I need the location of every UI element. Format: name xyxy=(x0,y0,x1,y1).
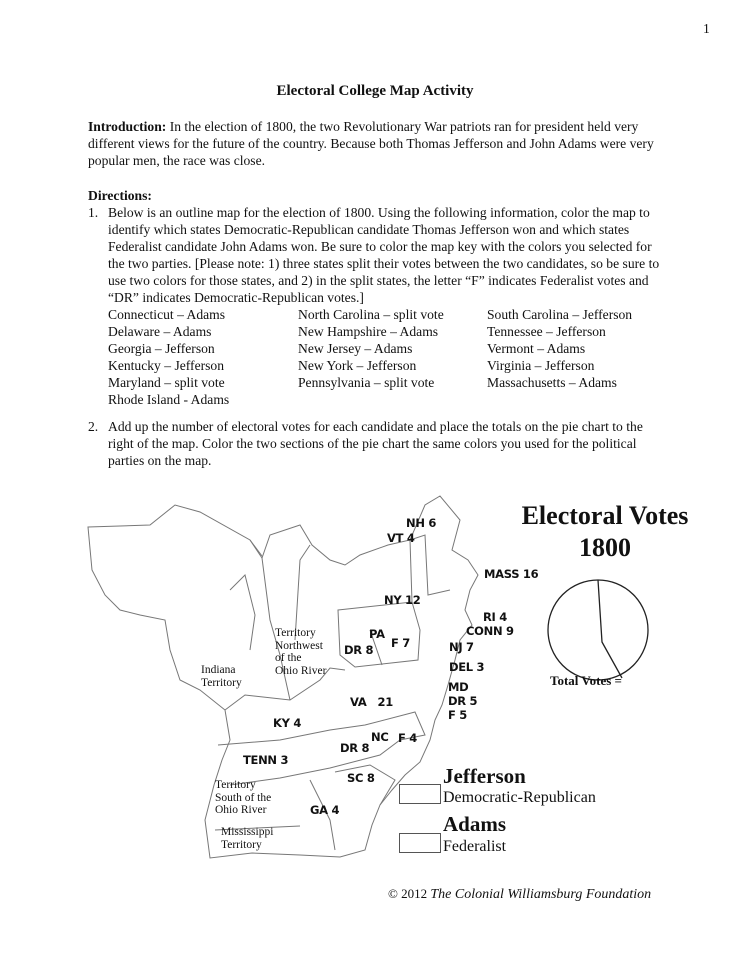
pie-title-line1: Electoral Votes xyxy=(521,501,689,530)
territory-south xyxy=(215,779,271,817)
state-result: Massachusetts – Adams xyxy=(487,375,617,390)
label-va: VA 21 xyxy=(350,695,393,709)
territory-northwest xyxy=(275,627,326,677)
state-result: Virginia – Jefferson xyxy=(487,358,595,373)
territory-mississippi xyxy=(221,826,273,851)
label-md-f: F 5 xyxy=(448,708,467,722)
state-result: New Hampshire – Adams xyxy=(298,324,439,339)
page-number: 1 xyxy=(703,21,710,36)
state-result: New York – Jefferson xyxy=(298,358,417,373)
label-tenn: TENN 3 xyxy=(243,753,289,767)
territory-label-line: Territory xyxy=(221,838,262,851)
territory-label-line: Indiana xyxy=(201,664,236,676)
territory-label-line: Territory xyxy=(201,676,242,689)
label-pa-dr: DR 8 xyxy=(344,643,374,657)
legend-swatch-jefferson[interactable] xyxy=(399,784,441,804)
step2-text: Add up the number of electoral votes for each candidate and place the totals on the pie chart to the right of the map. Color the two sections of the pie chart the same colors you used for the political parties on the map. xyxy=(108,419,643,468)
territory-label-line: South of the xyxy=(215,791,272,804)
directions-label: Directions: xyxy=(88,188,152,203)
state-result: New Jersey – Adams xyxy=(298,341,413,356)
state-result: Maryland – split vote xyxy=(108,375,225,390)
label-pa: PA xyxy=(369,627,385,641)
pie-divider xyxy=(598,580,622,678)
territory-label-line: of the xyxy=(275,652,302,664)
label-md-dr: DR 5 xyxy=(448,694,478,708)
territory-label-line: Territory xyxy=(275,627,316,639)
label-md: MD xyxy=(448,680,469,694)
state-result: Georgia – Jefferson xyxy=(108,341,215,356)
step1-text: Below is an outline map for the election of 1800. Using the following information, color the map to identify which states Democratic-Republican candidate Thomas Jefferson won and which states Federalist candidate John Adams won. Be sure to color the map key with the colors you selected for the two parties. [Please note: 1) three states split their votes between the two candidates, so be sure to use two colors for those states, and 2) in the split states, the letter “F” indicates Federalist votes and “DR” indicates Democratic-Republican votes.] xyxy=(108,205,660,305)
territory-label-line: Ohio River xyxy=(215,804,267,816)
pie-title-line2: 1800 xyxy=(579,533,631,562)
state-result: Rhode Island - Adams xyxy=(108,392,230,407)
legend-party-jefferson: Democratic-Republican xyxy=(443,789,596,806)
intro-text: In the election of 1800, the two Revolutionary War patriots ran for president held very different views for the future of the country. Because both Thomas Jefferson and John Adams were very popular men, the race was close. xyxy=(88,119,654,168)
step2-number: 2. xyxy=(88,419,99,434)
state-result: Connecticut – Adams xyxy=(108,307,226,322)
label-del: DEL 3 xyxy=(449,660,485,674)
pie-title xyxy=(500,500,710,564)
label-ky: KY 4 xyxy=(273,716,302,730)
territory-label-line: Territory xyxy=(215,779,256,791)
territory-label-line: Northwest xyxy=(275,639,323,652)
label-sc: SC 8 xyxy=(347,771,375,785)
label-mass: MASS 16 xyxy=(484,567,539,581)
legend-party-adams: Federalist xyxy=(443,838,507,855)
territory-label-line: Ohio River xyxy=(275,664,327,677)
label-nc: NC xyxy=(371,730,389,744)
state-result: North Carolina – split vote xyxy=(298,307,444,322)
label-vt: VT 4 xyxy=(387,531,415,545)
label-nc-dr: DR 8 xyxy=(340,741,370,755)
state-result: Vermont – Adams xyxy=(487,341,586,356)
state-result: Tennessee – Jefferson xyxy=(487,324,606,339)
territory-label-line: Mississippi xyxy=(221,826,274,838)
step1-number: 1. xyxy=(88,205,99,220)
label-ri: RI 4 xyxy=(483,610,507,624)
legend-name-jefferson: Jefferson xyxy=(443,764,526,788)
label-conn: CONN 9 xyxy=(466,624,514,638)
legend-swatch-adams[interactable] xyxy=(399,833,441,853)
page-title: Electoral College Map Activity xyxy=(276,83,474,99)
copyright xyxy=(388,886,651,903)
label-nh: NH 6 xyxy=(406,516,437,530)
label-ga: GA 4 xyxy=(310,803,340,817)
territory-indiana xyxy=(201,664,242,689)
state-result: Delaware – Adams xyxy=(108,324,212,339)
state-result: South Carolina – Jefferson xyxy=(487,307,633,322)
copyright-org: The Colonial Williamsburg Foundation xyxy=(430,887,652,902)
copyright-year: © 2012 xyxy=(388,886,428,901)
pie-circle xyxy=(548,580,648,680)
legend-name-adams: Adams xyxy=(443,812,507,836)
label-pa-f: F 7 xyxy=(391,636,410,650)
label-ny: NY 12 xyxy=(384,593,421,607)
total-votes-label: Total Votes = xyxy=(550,673,622,688)
label-nc-f: F 4 xyxy=(398,731,417,745)
label-nj: NJ 7 xyxy=(449,640,474,654)
state-result: Pennsylvania – split vote xyxy=(298,375,435,390)
intro-label: Introduction: xyxy=(88,119,167,134)
state-result: Kentucky – Jefferson xyxy=(108,358,225,373)
